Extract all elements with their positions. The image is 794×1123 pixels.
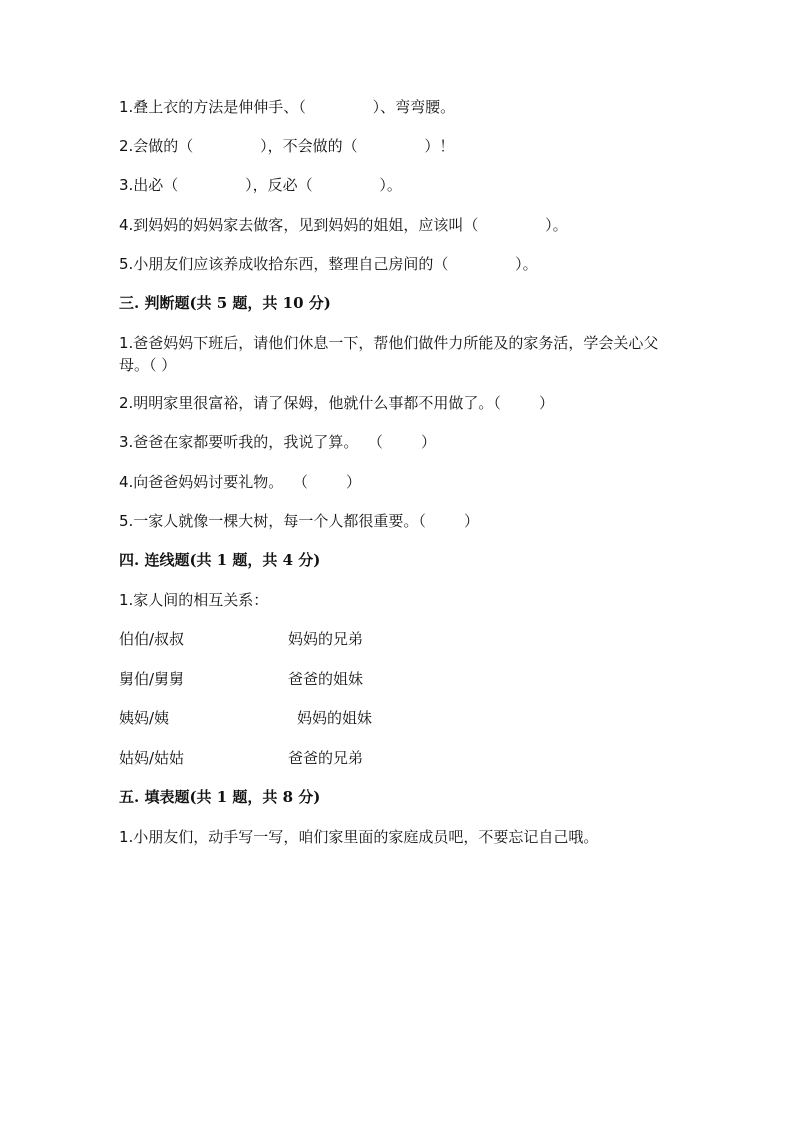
table-fill-question: 1.小朋友们，动手写一写，咱们家里面的家庭成员吧，不要忘记自己哦。 [119, 828, 599, 846]
fill-blank-item-3: 3.出必（ ），反必（ ）。 [119, 176, 402, 194]
matching-right-2: 爸爸的姐妹 [288, 670, 364, 688]
matching-right-1: 妈妈的兄弟 [288, 630, 364, 648]
matching-right-4: 爸爸的兄弟 [288, 749, 364, 767]
table-fill-heading: 五. 填表题(共 1 题，共 8 分) [119, 788, 321, 806]
fill-blank-item-5: 5.小朋友们应该养成收拾东西，整理自己房间的（ ）。 [119, 255, 538, 273]
judgement-item-4: 4.向爸爸妈妈讨要礼物。 （ ） [119, 473, 361, 491]
judgement-item-5: 5.一家人就像一棵大树，每一个人都很重要。（ ） [119, 512, 479, 530]
judgement-item-3: 3.爸爸在家都要听我的，我说了算。 （ ） [119, 433, 436, 451]
judgement-item-2: 2.明明家里很富裕，请了保姆，他就什么事都不用做了。（ ） [119, 394, 554, 412]
matching-left-2: 舅伯/舅舅 [119, 670, 185, 688]
matching-left-1: 伯伯/叔叔 [119, 630, 185, 648]
matching-left-4: 姑妈/姑姑 [119, 749, 185, 767]
fill-blank-item-4: 4.到妈妈的妈妈家去做客，见到妈妈的姐姐，应该叫（ ）。 [119, 216, 568, 234]
matching-left-3: 姨妈/姨 [119, 709, 170, 727]
matching-question: 1.家人间的相互关系： [119, 591, 269, 609]
fill-blank-item-1: 1.叠上衣的方法是伸伸手、（ ）、弯弯腰。 [119, 98, 456, 116]
judgement-heading: 三. 判断题(共 5 题，共 10 分) [119, 294, 331, 312]
matching-heading: 四. 连线题(共 1 题，共 4 分) [119, 551, 321, 569]
matching-right-3: 妈妈的姐妹 [297, 709, 373, 727]
fill-blank-item-2: 2.会做的（ ），不会做的（ ）！ [119, 137, 455, 155]
judgement-item-1: 1.爸爸妈妈下班后，请他们休息一下，帮他们做件力所能及的家务活，学会关心父母。（ ） [119, 334, 659, 374]
